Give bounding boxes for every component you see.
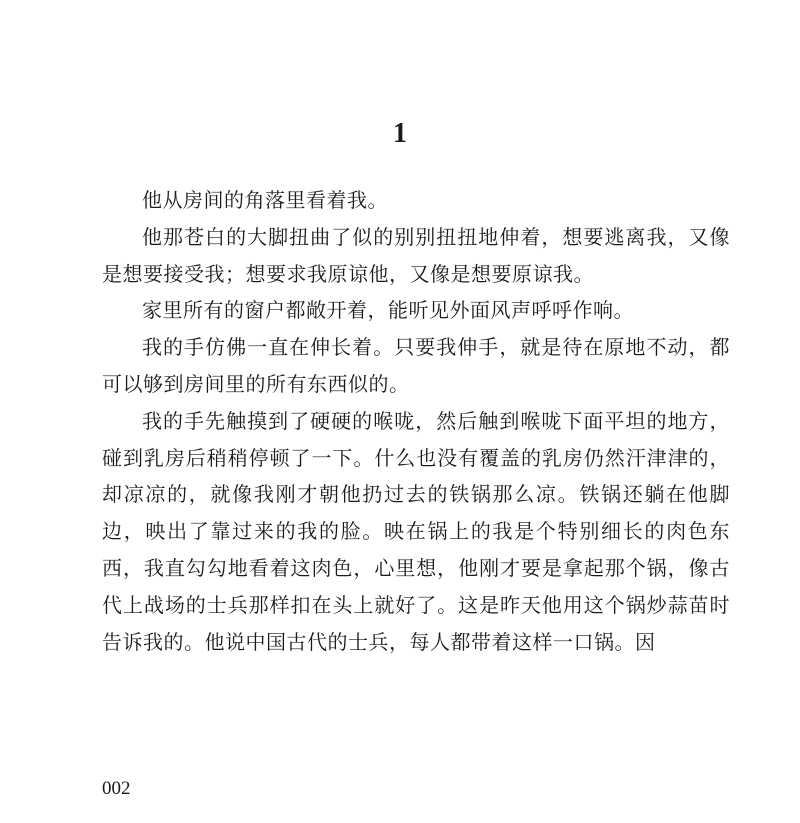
- paragraph: 我的手先触摸到了硬硬的喉咙，然后触到喉咙下面平坦的地方，碰到乳房后稍稍停顿了一下。什么也没有覆盖的乳房仍然汗津津的，却凉凉的，就像我刚才朝他扔过去的铁锅那么凉。铁锅还躺在他脚边，映出了靠过来的我的脸。映在锅上的我是个特别细长的肉色东西，我直勾勾地看着这肉色，心里想，他刚才要是拿起那个锅，像古代上战场的士兵那样扣在头上就好了。这是昨天他用这个锅炒蒜苗时告诉我的。他说中国古代的士兵，每人都带着这样一口锅。因: [102, 408, 730, 654]
- page-number: 002: [102, 778, 131, 799]
- paragraph: 他从房间的角落里看着我。: [142, 188, 388, 212]
- chapter-number: 1: [393, 118, 407, 149]
- paragraph: 我的手仿佛一直在伸长着。只要我伸手，就是待在原地不动，都可以够到房间里的所有东西似的。: [102, 335, 730, 396]
- paragraph: 家里所有的窗户都敞开着，能听见外面风声呼呼作响。: [142, 298, 634, 323]
- body-text: [102, 182, 730, 660]
- paragraph: 他那苍白的大脚扭曲了似的别别扭扭地伸着，想要逃离我，又像是想要接受我；想要求我原谅他，又像是想要原谅我。: [102, 224, 730, 286]
